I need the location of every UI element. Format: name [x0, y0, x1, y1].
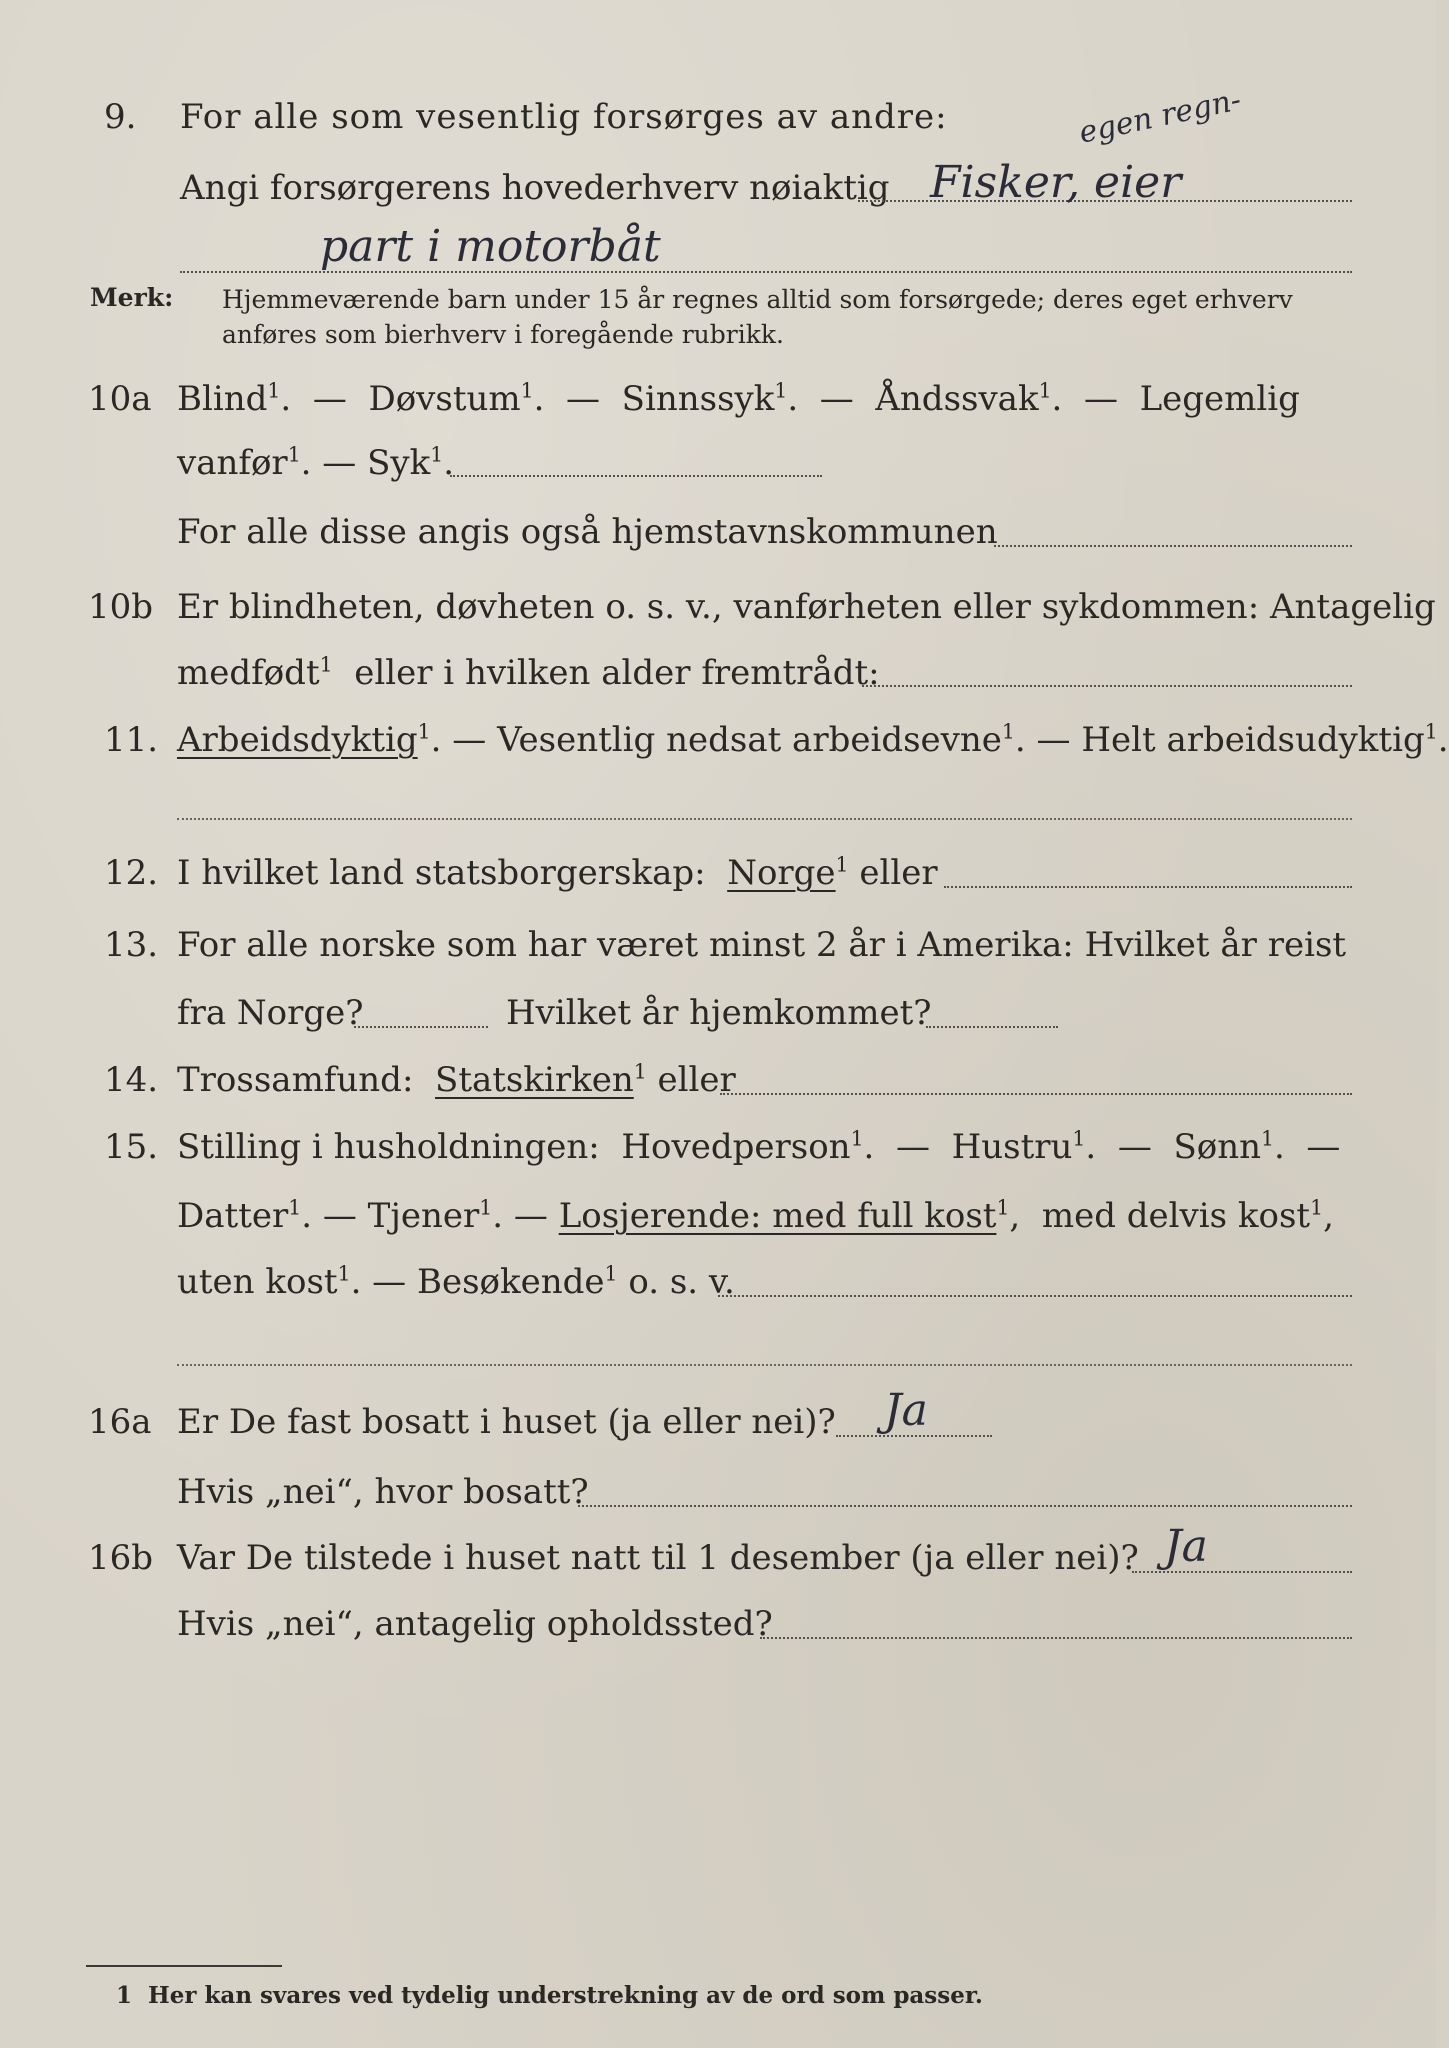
q12-eller: eller [859, 853, 938, 893]
q14-eller: eller [657, 1060, 736, 1100]
q15-besokende: Besøkende [417, 1262, 605, 1302]
q10a-andssvak: Åndssvak [875, 379, 1039, 419]
q14-line: Trossamfund: Statskirken$^1$ eller [177, 1059, 736, 1100]
q12-number: 12. [104, 853, 159, 893]
q10a-legemlig: Legemlig [1139, 379, 1300, 419]
q15-stilling: Stilling i husholdningen: [177, 1127, 600, 1167]
q15-delvis: med delvis kost [1041, 1196, 1311, 1236]
q12-dots [944, 886, 1352, 888]
q15-line3: uten kost$^1$. — Besøkende$^1$ o. s. v. [177, 1261, 735, 1302]
q15-sonn: Sønn [1173, 1127, 1261, 1167]
q15-dots [718, 1295, 1352, 1297]
q16b-answer: Ja [1164, 1521, 1208, 1572]
q13-hjemkommet: Hvilket år hjemkommet? [506, 993, 932, 1033]
q15-tjener: Tjener [367, 1196, 480, 1236]
q15-hovedperson: Hovedperson [621, 1127, 851, 1167]
q10a-vanfor: vanfør [177, 443, 288, 483]
q16a-line2-dots [578, 1505, 1352, 1507]
q11-nedsat: Vesentlig nedsat arbeidsevne [497, 720, 1002, 760]
merk-label: Merk: [90, 283, 174, 312]
q10a-line2: vanfør$^1$. — Syk$^1$. [177, 442, 455, 483]
q15-uten: uten kost [177, 1262, 338, 1302]
q10a-sinnssyk: Sinnssyk [621, 379, 775, 419]
footnote-marker: 1 [116, 1982, 133, 2009]
merk-line1: Hjemmeværende barn under 15 år regnes alltid som forsørgede; deres eget erhverv [222, 285, 1293, 314]
q10a-number: 10a [88, 379, 152, 419]
q15-line2: Datter$^1$. — Tjener$^1$. — Losjerende: med full kost$^1$, med delvis kost$^1$, [177, 1195, 1334, 1236]
q11-arbeidsdyktig: Arbeidsdyktig [177, 720, 418, 760]
q14-text: Trossamfund: [177, 1060, 414, 1100]
q10a-blind: Blind [177, 379, 268, 419]
merk-line2: anføres som bierhverv i foregående rubrikk. [222, 320, 784, 349]
q9-line2: Angi forsørgerens hovederhverv nøiaktig [180, 168, 890, 208]
q9-answer-line1: Fisker, eier [930, 157, 1182, 208]
q14-number: 14. [104, 1060, 159, 1100]
q13-number: 13. [104, 925, 159, 965]
q10a-syk: Syk [367, 443, 431, 483]
q10a-line3-dots [994, 545, 1352, 547]
q16a-line1: Er De fast bosatt i huset (ja eller nei)? [177, 1402, 836, 1442]
q10b-number: 10b [88, 587, 154, 627]
q9-line1: For alle som vesentlig forsørges av andre: [180, 97, 948, 137]
q12-line: I hvilket land statsborgerskap: Norge$^1$ eller [177, 852, 938, 893]
q16b-number: 16b [88, 1538, 154, 1578]
q10a-line1: Blind$^1$. — Døvstum$^1$. — Sinnssyk$^1$. — Åndssvak$^1$. — Legemlig [177, 378, 1300, 419]
q15-datter: Datter [177, 1196, 289, 1236]
q9-answer-line2: part i motorbåt [320, 221, 661, 272]
q10b-medfodt: medfødt [177, 653, 320, 693]
q15-osv: o. s. v. [628, 1262, 735, 1302]
q15-number: 15. [104, 1127, 159, 1167]
q12-text: I hvilket land statsborgerskap: [177, 853, 706, 893]
q11-rule [177, 818, 1352, 820]
q9-number: 9. [104, 97, 137, 137]
q13-line1: For alle norske som har været minst 2 år i Amerika: Hvilket år reist [177, 925, 1347, 965]
q16a-answer: Ja [884, 1385, 928, 1436]
q10a-line3: For alle disse angis også hjemstavnskommunen [177, 512, 998, 552]
q11-line1: Arbeidsdyktig$^1$. — Vesentlig nedsat arbeidsevne$^1$. — Helt arbeidsudyktig$^1$. [177, 719, 1449, 760]
q15-rule [177, 1364, 1352, 1366]
q15-line1: Stilling i husholdningen: Hovedperson$^1$. — Hustru$^1$. — Sønn$^1$. — [177, 1126, 1341, 1167]
q16a-line2: Hvis „nei“, hvor bosatt? [177, 1472, 589, 1512]
q16b-line1: Var De tilstede i huset natt til 1 desember (ja eller nei)? [177, 1538, 1139, 1578]
q15-losjerende: Losjerende: med full kost [558, 1196, 997, 1236]
q14-dots [720, 1093, 1352, 1095]
q14-statskirken: Statskirken [435, 1060, 634, 1100]
q13-hjemkommet-dots [926, 1026, 1058, 1028]
q16b-line2-dots [760, 1637, 1352, 1639]
q10a-syk-dots [450, 475, 822, 477]
q10b-line2-rest: eller i hvilken alder fremtrådt: [354, 653, 880, 693]
q12-norge: Norge [727, 853, 836, 893]
q15-hustru: Hustru [951, 1127, 1073, 1167]
q10b-line1: Er blindheten, døvheten o. s. v., vanførheten eller sykdommen: Antagelig [177, 587, 1436, 627]
q13-fra-norge: fra Norge? [177, 993, 364, 1033]
footnote-rule [86, 1965, 282, 1967]
q16a-number: 16a [88, 1402, 152, 1442]
q9-answer-margin: egen regn- [1076, 82, 1245, 151]
q13-fra-norge-dots [354, 1026, 488, 1028]
q10b-line2: medfødt$^1$ eller i hvilken alder fremtrådt: [177, 652, 880, 693]
q10a-dovstum: Døvstum [368, 379, 521, 419]
q10b-dots [862, 685, 1352, 687]
q11-number: 11. [104, 720, 159, 760]
footnote-text: Her kan svares ved tydelig understrekning av de ord som passer. [148, 1982, 983, 2009]
q16b-line2: Hvis „nei“, antagelig opholdssted? [177, 1604, 773, 1644]
q11-udyktig: Helt arbeidsudyktig [1081, 720, 1425, 760]
